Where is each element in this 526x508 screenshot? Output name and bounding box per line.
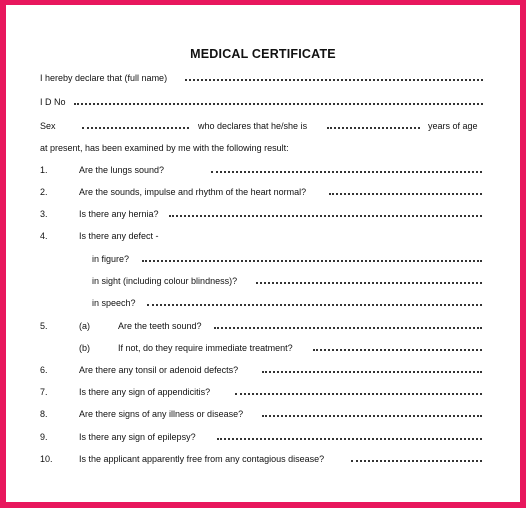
question-text: Is there any sign of appendicitis? xyxy=(79,387,211,397)
answer-field[interactable] xyxy=(262,371,482,373)
question-text: in sight (including colour blindness)? xyxy=(92,276,238,286)
answer-field[interactable] xyxy=(147,304,482,306)
age-declaration-label: who declares that he/she is xyxy=(198,121,308,131)
answer-field[interactable] xyxy=(262,415,482,417)
answer-field[interactable] xyxy=(142,260,482,262)
answer-field[interactable] xyxy=(329,193,482,195)
question-number: 5. xyxy=(40,321,48,331)
page-title: MEDICAL CERTIFICATE xyxy=(190,47,336,61)
question-text: Is there any hernia? xyxy=(79,209,159,219)
sub-label: (b) xyxy=(79,343,90,353)
question-text: Are the sounds, impulse and rhythm of the heart normal? xyxy=(79,187,307,197)
question-number: 3. xyxy=(40,209,48,219)
question-text: Are there any tonsil or adenoid defects? xyxy=(79,365,239,375)
id-number-field[interactable] xyxy=(74,103,483,105)
sex-label: Sex xyxy=(40,121,56,131)
question-text: Is the applicant apparently free from any contagious disease? xyxy=(79,454,325,464)
question-number: 4. xyxy=(40,231,48,241)
question-text: in figure? xyxy=(92,254,130,264)
question-text: Is there any sign of epilepsy? xyxy=(79,432,196,442)
question-number: 10. xyxy=(40,454,53,464)
years-label: years of age xyxy=(428,121,478,131)
question-number: 8. xyxy=(40,409,48,419)
answer-field[interactable] xyxy=(217,438,482,440)
answer-field[interactable] xyxy=(235,393,482,395)
answer-field[interactable] xyxy=(211,171,482,173)
answer-field[interactable] xyxy=(256,282,482,284)
question-text: Are the teeth sound? xyxy=(118,321,202,331)
answer-field[interactable] xyxy=(169,215,482,217)
answer-field[interactable] xyxy=(313,349,482,351)
question-number: 2. xyxy=(40,187,48,197)
question-text: in speech? xyxy=(92,298,136,308)
certificate-page xyxy=(6,5,520,502)
question-number: 1. xyxy=(40,165,48,175)
question-text: Are there signs of any illness or disease? xyxy=(79,409,244,419)
full-name-field[interactable] xyxy=(185,79,483,81)
age-field[interactable] xyxy=(327,127,420,129)
question-text: Are the lungs sound? xyxy=(79,165,165,175)
question-text: If not, do they require immediate treatment? xyxy=(118,343,293,353)
question-text: Is there any defect - xyxy=(79,231,159,241)
question-number: 9. xyxy=(40,432,48,442)
intro-text: at present, has been examined by me with the following result: xyxy=(40,143,289,153)
sex-field[interactable] xyxy=(82,127,189,129)
sub-label: (a) xyxy=(79,321,90,331)
question-number: 7. xyxy=(40,387,48,397)
id-number-label: I D No xyxy=(40,97,66,107)
full-name-label: I hereby declare that (full name) xyxy=(40,73,168,83)
answer-field[interactable] xyxy=(214,327,482,329)
answer-field[interactable] xyxy=(351,460,482,462)
question-number: 6. xyxy=(40,365,48,375)
